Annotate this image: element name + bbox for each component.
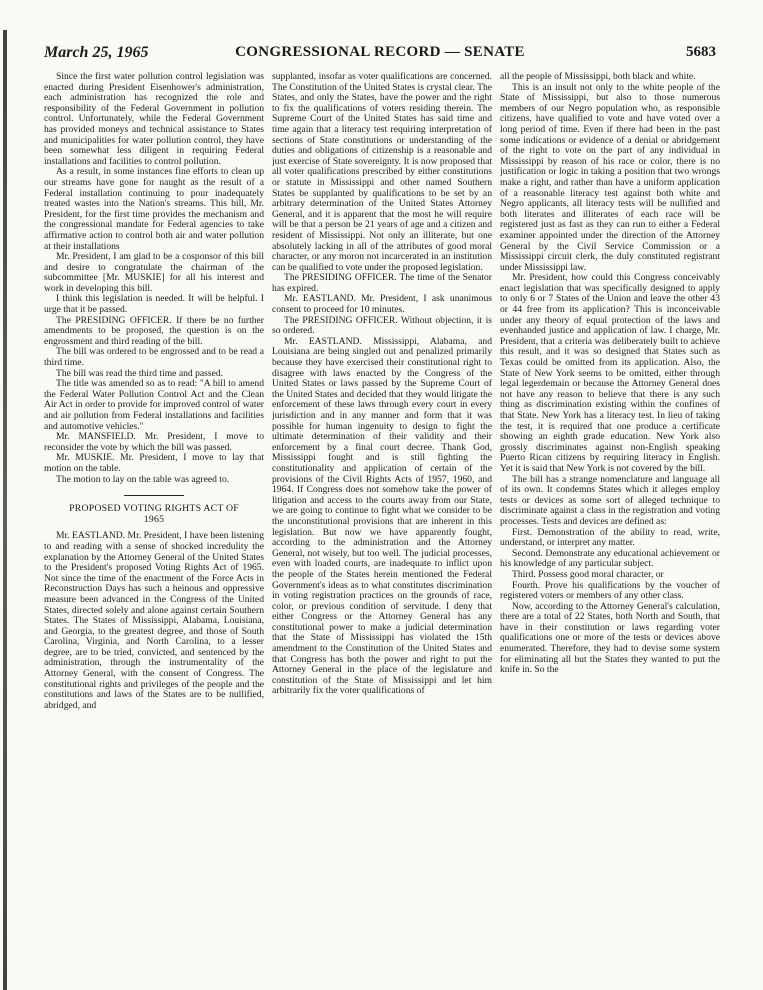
- paragraph: Since the first water pollution control legislation was enacted during President Eisenhower's administration, each administration has recognized the role and responsibility of the Federal Government in pollution control. Unfortunately, while the Federal Government has provided moneys and technical assistance to States and municipalities for water pollution control, they have been somewhat less diligent in requiring Federal installations and facilities to control pollution.: [44, 72, 264, 167]
- paragraph: supplanted, insofar as voter qualifications are concerned. The Constitution of the United States is crystal clear. The States, and only the States, have the power and the right to fix the qualifications of voters residing therein. The Supreme Court of the United States has said time and time again that a literacy test requiring interpretation of sections of State constitutions or understanding of the duties and obligations of citizenship is a reasonable and just exercise of State sovereignty. It is now proposed that all voter qualifications prescribed by either constitutions or statute in Mississippi and other named Southern States be supplanted by qualifications to be set by an arbitrary determination of the United States Attorney General, and it is apparent that the most he will require will be that a person be 21 years of age and a citizen and resident of Mississippi. Not only an illiterate, but one absolutely lacking in all of the attributes of good moral character, or any moron not incarcerated in an institution can be qualified to vote under the proposed legislation.: [272, 72, 492, 273]
- paragraph: Now, according to the Attorney General's calculation, there are a total of 22 States, both North and South, that have in their constitution or laws regarding voter qualifications one or more of the tests or devices above enumerated. Therefore, they had to devise some system for eliminating all but the States they wanted to put the knife in. So the: [500, 600, 720, 676]
- paragraph: The bill has a strange nomenclature and language all of its own. It condemns States which it alleges employ tests or devices as some sort of alleged technique to discriminate against a class in the registration and voting processes. Tests and devices are defined as:: [500, 473, 720, 527]
- paragraph: The PRESIDING OFFICER. The time of the Senator has expired.: [272, 272, 492, 294]
- list-item: Fourth. Prove his qualifications by the voucher of registered voters or members of any other class.: [500, 579, 720, 602]
- column-3: [500, 72, 720, 984]
- paragraph: The bill was read the third time and passed.: [56, 367, 224, 379]
- section-heading-year: 1965: [143, 513, 165, 525]
- paragraph: The PRESIDING OFFICER. If there be no further amendments to be proposed, the question is on the engrossment and third reading of the bill.: [44, 314, 264, 347]
- list-item: Third. Possess good moral character, or: [512, 568, 664, 580]
- binding-edge: [3, 30, 7, 990]
- text-columns: [44, 72, 722, 984]
- paragraph: Mr. President, how could this Congress conceivably enact legislation that was specifically designed to apply to only 6 or 7 States of the Union and leave the other 43 or 44 free from its application? This is inconceivable under any theory of equal protection of the laws and evenhanded justice and application of law. I charge, Mr. President, that a criteria was deliberately built to achieve this result, and it was so designed that States such as Texas could be omitted from its application. Also, the State of New York seems to be omitted, either through legal legerdemain or because the Attorney General does not have any reason to believe that there is any such thing as discrimination existing within the confines of that State. New York has a literacy test. In lieu of taking the test, it is required that one produce a certificate showing an eighth grade education. New York also grossly discriminates against non-English speaking Puerto Rican citizens by requiring literacy in English. Yet it is said that New York is not covered by the bill.: [500, 272, 720, 474]
- paragraph: I think this legislation is needed. It will be helpful. I urge that it be passed.: [44, 293, 264, 316]
- header-date: March 25, 1965: [44, 44, 149, 61]
- paragraph: The PRESIDING OFFICER. Without objection, it is so ordered.: [272, 314, 492, 337]
- paragraph: all the people of Mississippi, both black and white.: [500, 72, 696, 82]
- list-item: First. Demonstration of the ability to read, write, understand, or interpret any matter.: [500, 526, 720, 549]
- paragraph: Mr. EASTLAND. Mississippi, Alabama, and Louisiana are being singled out and penalized primarily because they have exercised their constitutional right to disagree with laws enacted by the Congress of the United States or laws passed by the Supreme Court of the United States and decided that they would litigate the enforcement of these laws through every court in every jurisdiction and in any manner and form that it was possible for human ingenuity to design to fight the ultimate determination of their validity and their enforcement by a final court decree. Thank God, Mississippi fought and is still fighting the constitutionality and application of certain of the provisions of the Civil Rights Acts of 1957, 1960, and 1964. If Congress does not somehow take the power of litigation and access to the courts away from our State, we are going to continue to fight what we consider to be the unconstitutional provisions that are inherent in this legislation. But now we have apparently fought, according to the administration and the Attorney General, not wisely, but too well. The judicial processes, even with loaded courts, are inadequate to inflict upon the people of the States herein mentioned the Federal Government's ideas as to what constitutes discrimination in voting registration practices on the grounds of race, color, or previous condition of servitude. I deny that either Congress or the Attorney General has any constitutional power to make a judicial determination that the State of Mississippi has violated the 15th amendment to the Constitution of the United States and that Congress has both the power and right to put the Attorney General in the place of the legislature and constitution of the State of Mississippi and let him arbitrarily fix the voter qualifications of: [272, 335, 492, 697]
- paragraph: The motion to lay on the table was agreed to.: [56, 473, 230, 485]
- header-title: CONGRESSIONAL RECORD — SENATE: [235, 44, 525, 60]
- paragraph: The bill was ordered to be engrossed and to be read a third time.: [44, 346, 264, 369]
- paragraph: Mr. EASTLAND. Mr. President, I ask unanimous consent to proceed for 10 minutes.: [272, 293, 492, 316]
- list-item: Second. Demonstrate any educational achievement or his knowledge of any particular subject.: [500, 547, 720, 570]
- page-number: 5683: [686, 44, 716, 60]
- column-2: [272, 72, 492, 984]
- paragraph: Mr. MANSFIELD. Mr. President, I move to reconsider the vote by which the bill was passed.: [44, 431, 264, 453]
- section-heading: [44, 504, 264, 525]
- column-1: [44, 72, 264, 984]
- paragraph: This is an insult not only to the white people of the State of Mississippi, but also to those numerous members of our Negro population who, as responsible citizens, have qualified to vote and have voted over a long period of time. Even if there had been in the past some indications or evidence of a denial or abridgement of the right to vote on the part of any individual in Mississippi by reason of his race or color, there is no justification or logic in taking a position that two wrongs make a right, and rather than have a uniform application of a reasonable literacy test against both white and Negro applicants, all literacy tests will be nullified and both literates and illiterates of each race will be registered just as fast as they can run to either a Federal examiner appointed under the direction of the Attorney General by the Civil Service Commission or a Mississippi circuit clerk, the duly constituted registrant under Mississippi law.: [500, 81, 720, 273]
- section-divider: [124, 495, 184, 496]
- paragraph: Mr. EASTLAND. Mr. President, I have been listening to and reading with a sense of shocked incredulity the explanation by the Attorney General of the United States to the President's proposed Voting Rights Act of 1965. Not since the time of the enactment of the Force Acts in Reconstruction Days has such a heinous and oppressive measure been advanced in the Congress of the United States, directed solely and alone against certain Southern States. The States of Mississippi, Alabama, Louisiana, and Georgia, to the greatest degree, and those of South Carolina, Virginia, and North Carolina, to a lesser degree, are to be tried, convicted, and sentenced by the administration, through the instrumentality of the Attorney General, with the consent of Congress. The constitutional rights and privileges of the people and the constitutions and laws of the States are to be nullified, abridged, and: [44, 530, 264, 711]
- paragraph: Mr. President, I am glad to be a cosponsor of this bill and desire to congratulate the chairman of the subcommittee [Mr. MUSKIE] for all his interest and work in developing this bill.: [44, 251, 264, 294]
- paragraph: Mr. MUSKIE. Mr. President, I move to lay that motion on the table.: [44, 452, 264, 474]
- section-heading-line: PROPOSED VOTING RIGHTS ACT OF: [69, 503, 239, 515]
- paragraph: As a result, in some instances fine efforts to clean up our streams have gone for naught as the result of a Federal installation continuing to pour inadequately treated wastes into the Nation's streams. This bill, Mr. President, for the first time provides the mechanism and the congressional mandate for Federal agencies to take affirmative action to control both air and water pollution at their installations: [44, 166, 264, 252]
- paragraph: The title was amended so as to read: "A bill to amend the Federal Water Pollution Control Act and the Clean Air Act in order to provide for improved control of water and air pollution from Federal installations and facilities and automotive vehicles.": [44, 378, 264, 432]
- page-header: [44, 44, 716, 68]
